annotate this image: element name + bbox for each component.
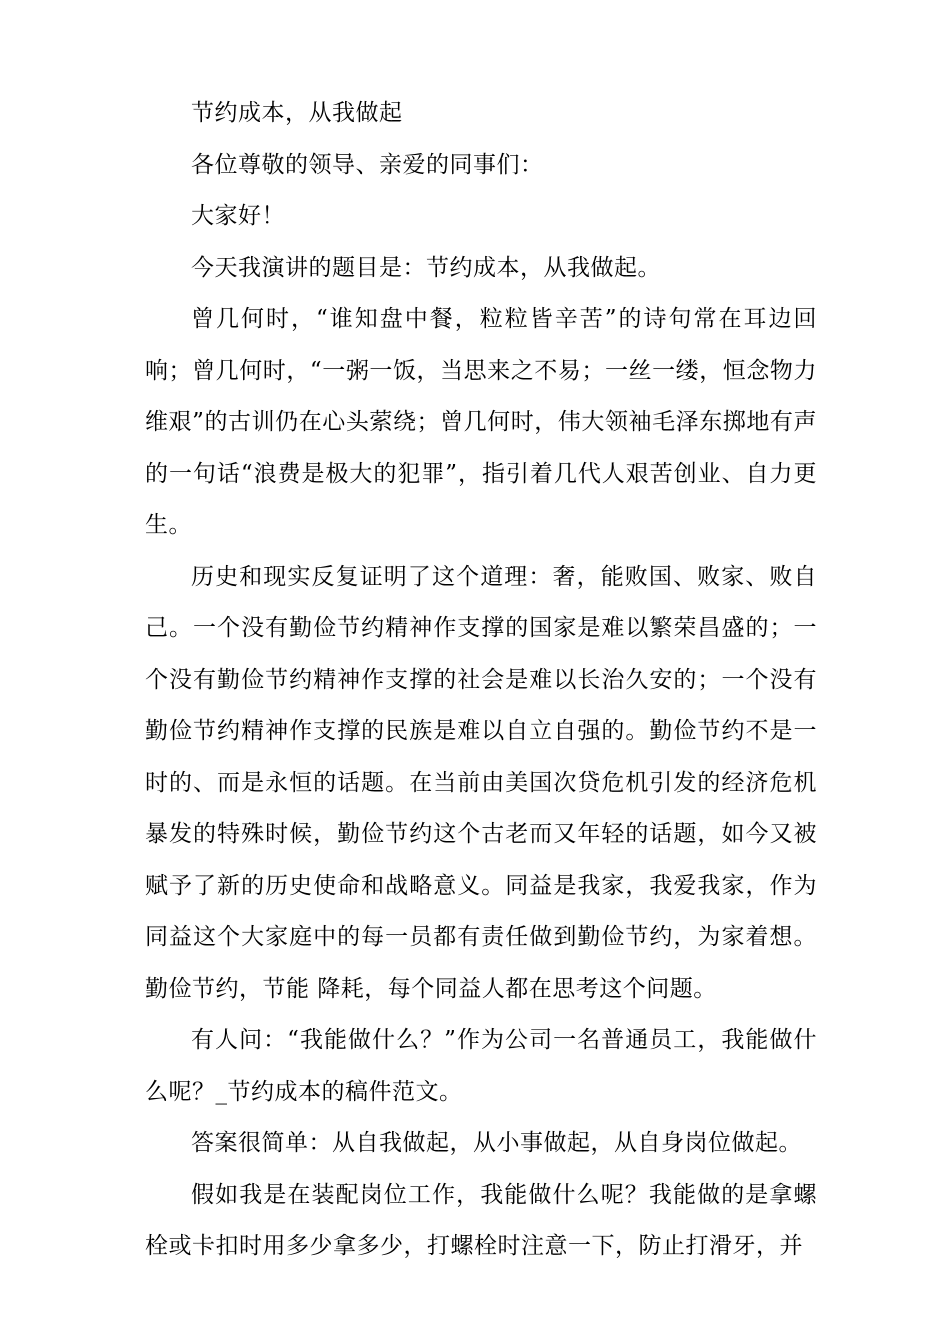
speech-topic: 今天我演讲的题目是：节约成本，从我做起。: [191, 254, 661, 281]
document-body: [145, 88, 817, 1273]
paragraph-answer: 答案很简单：从自我做起，从小事做起，从自身岗位做起。: [191, 1130, 802, 1156]
greeting: 大家好！: [191, 203, 285, 229]
document-title: 节约成本，从我做起: [191, 100, 403, 126]
paragraph-assembly-example: 假如我是在装配岗位工作，我能做什么呢？我能做的是拿螺栓或卡扣时用多少拿多少，打螺栓时注意一下，防止打滑牙，并: [145, 1181, 817, 1259]
salutation: 各位尊敬的领导、亲爱的同事们：: [191, 151, 544, 178]
paragraph-thrift-importance: 历史和现实反复证明了这个道理：奢，能败国、败家、败自己。一个没有勤俭节约精神作支撑的国家是难以繁荣昌盛的；一个没有勤俭节约精神作支撑的社会是难以长治久安的；一个没有勤俭节约精神作支撑的民族是难以自立自强的。勤俭节约不是一时的、而是永恒的话题。在当前由美国次贷危机引发的经济危机暴发的特殊时候，勤俭节约这个古老而又年轻的话题，如今又被赋予了新的历史使命和战略意义。同益是我家，我爱我家，作为同益这个大家庭中的每一员都有责任做到勤俭节约，为家着想。勤俭节约，节能 降耗，每个同益人都在思考这个问题。: [145, 563, 817, 1002]
paragraph-question: 有人问：“我能做什么？”作为公司一名普通员工，我能做什么呢？_节约成本的稿件范文。: [145, 1027, 817, 1105]
paragraph-history-quotes: 曾几何时，“谁知盘中餐，粒粒皆辛苦”的诗句常在耳边回响；曾几何时，“一粥一饭，当思来之不易；一丝一缕，恒念物力维艰”的古训仍在心头萦绕；曾几何时，伟大领袖毛泽东掷地有声的一句话“浪费是极大的犯罪”，指引着几代人艰苦创业、自力更生。: [145, 306, 817, 538]
